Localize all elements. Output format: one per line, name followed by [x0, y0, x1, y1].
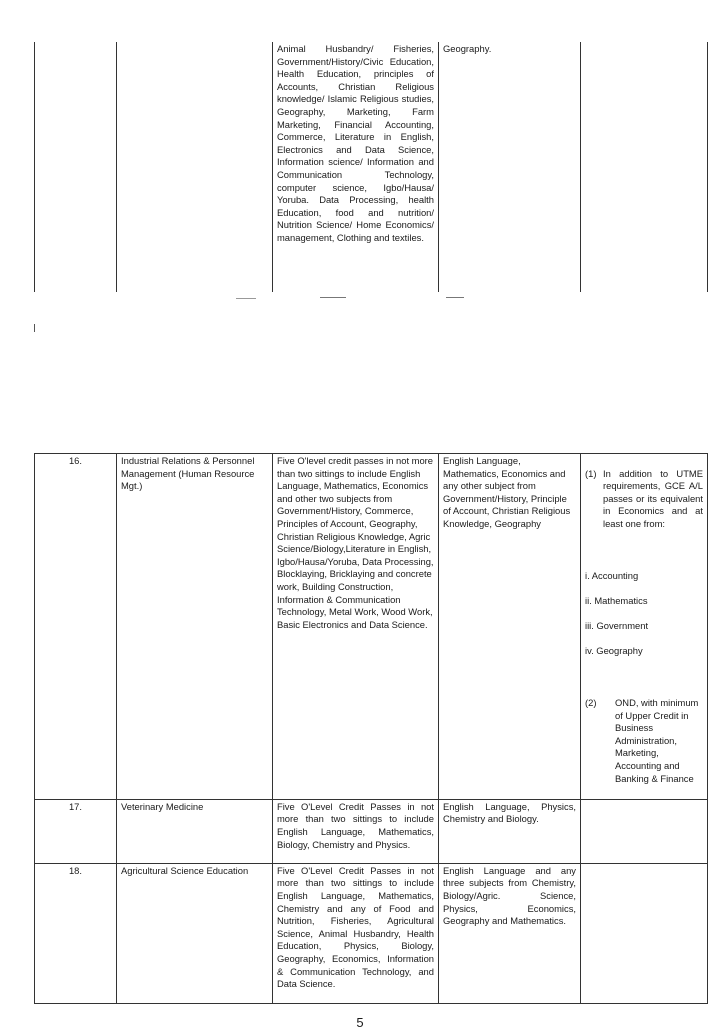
- table-row: [35, 42, 708, 292]
- direct-entry-option: i. Accounting: [585, 569, 639, 581]
- utme-subjects: English Language and any three subjects from Chemistry, Biology/Agric. Science, Physics, Economics, Geography and Mathematics.: [439, 863, 581, 1003]
- direct-entry-requirements: [581, 863, 708, 1003]
- cell-course: [117, 42, 273, 292]
- direct-entry-item-1: [585, 468, 703, 531]
- table-row: [35, 454, 708, 800]
- item-text: In addition to UTME requirements, GCE A/L passes or its equivalent in Economics and at least one from:: [603, 467, 703, 529]
- row-number: 17.: [35, 799, 117, 863]
- direct-entry-item-2: [585, 697, 703, 785]
- direct-entry-requirements: [581, 454, 708, 800]
- cell-olevel-requirements: Animal Husbandry/ Fisheries, Government/History/Civic Education, Health Education, principles of Accounts, Christian Religious knowledge/ Islamic Religious studies, Geography, Marketing, Farm Marketing, Financial Accounting, Commerce, Literature in English, Electronics and Data Science, Information science/ Information and Communication Technology, computer science, Igbo/Hausa/ Yoruba. Data Processing, health Education, food and nutrition/ Nutrition Science/ Home Economics/ management, Clothing and textiles.: [273, 42, 439, 292]
- page-number: 5: [356, 1015, 364, 1030]
- cell-utme-subjects: Geography.: [439, 42, 581, 292]
- utme-subjects: English Language, Physics, Chemistry and Biology.: [439, 799, 581, 863]
- continued-table-fragment: [34, 42, 708, 292]
- admission-requirements-table: [34, 453, 708, 1004]
- direct-entry-option: iii. Government: [585, 620, 649, 632]
- course-name: Agricultural Science Education: [117, 863, 273, 1003]
- olevel-requirements: Five O'level credit passes in not more than two sittings to include English Language, Mathematics, Economics and other two subjects from Government/History, Commerce, Principles of Account, Geography, Christian Religious Knowledge, Agric Science/Biology,Literature in English, Igbo/Hausa/Yoruba, Data Processing, Blocklaying, Bricklaying and concrete work, Building Construction, Information & Communication Technology, Metal Work, Wood Work, Basic Electronics and Data Science.: [273, 454, 439, 800]
- row-number: 16.: [35, 454, 117, 800]
- olevel-requirements: Five O'Level Credit Passes in not more than two sittings to include English Language, Mathematics, Biology, Chemistry and Physics.: [273, 799, 439, 863]
- cell-number: [35, 42, 117, 292]
- utme-subjects: English Language, Mathematics, Economics and any other subject from Government/History, Principle of Account, Christian Religious Knowledge, Geography: [439, 454, 581, 800]
- item-label: (2): [585, 697, 597, 709]
- scan-mark: [236, 298, 256, 299]
- cell-direct-entry: [581, 42, 708, 292]
- item-text: OND, with minimum of Upper Credit in Business Administration, Marketing, Accounting and Banking & Finance: [615, 697, 699, 784]
- row-number: 18.: [35, 863, 117, 1003]
- direct-entry-option: ii. Mathematics: [585, 594, 648, 606]
- direct-entry-option: iv. Geography: [585, 645, 643, 657]
- table-row: [35, 863, 708, 1003]
- olevel-requirements: Five O'Level Credit Passes in not more than two sittings to include English Language, Mathematics, Chemistry and any of Food and Nutrition, Fisheries, Agricultural Science, Animal Husbandry, Health Education, Physics, Biology, Geography, Economics, Information & Communication Technology, and Data Science.: [273, 863, 439, 1003]
- course-name: Veterinary Medicine: [117, 799, 273, 863]
- scan-mark: [34, 324, 35, 332]
- course-name: Industrial Relations & Personnel Management (Human Resource Mgt.): [117, 454, 273, 800]
- direct-entry-requirements: [581, 799, 708, 863]
- scan-mark: [320, 297, 346, 298]
- scan-mark: [446, 297, 464, 298]
- table-row: [35, 799, 708, 863]
- item-label: (1): [585, 467, 597, 479]
